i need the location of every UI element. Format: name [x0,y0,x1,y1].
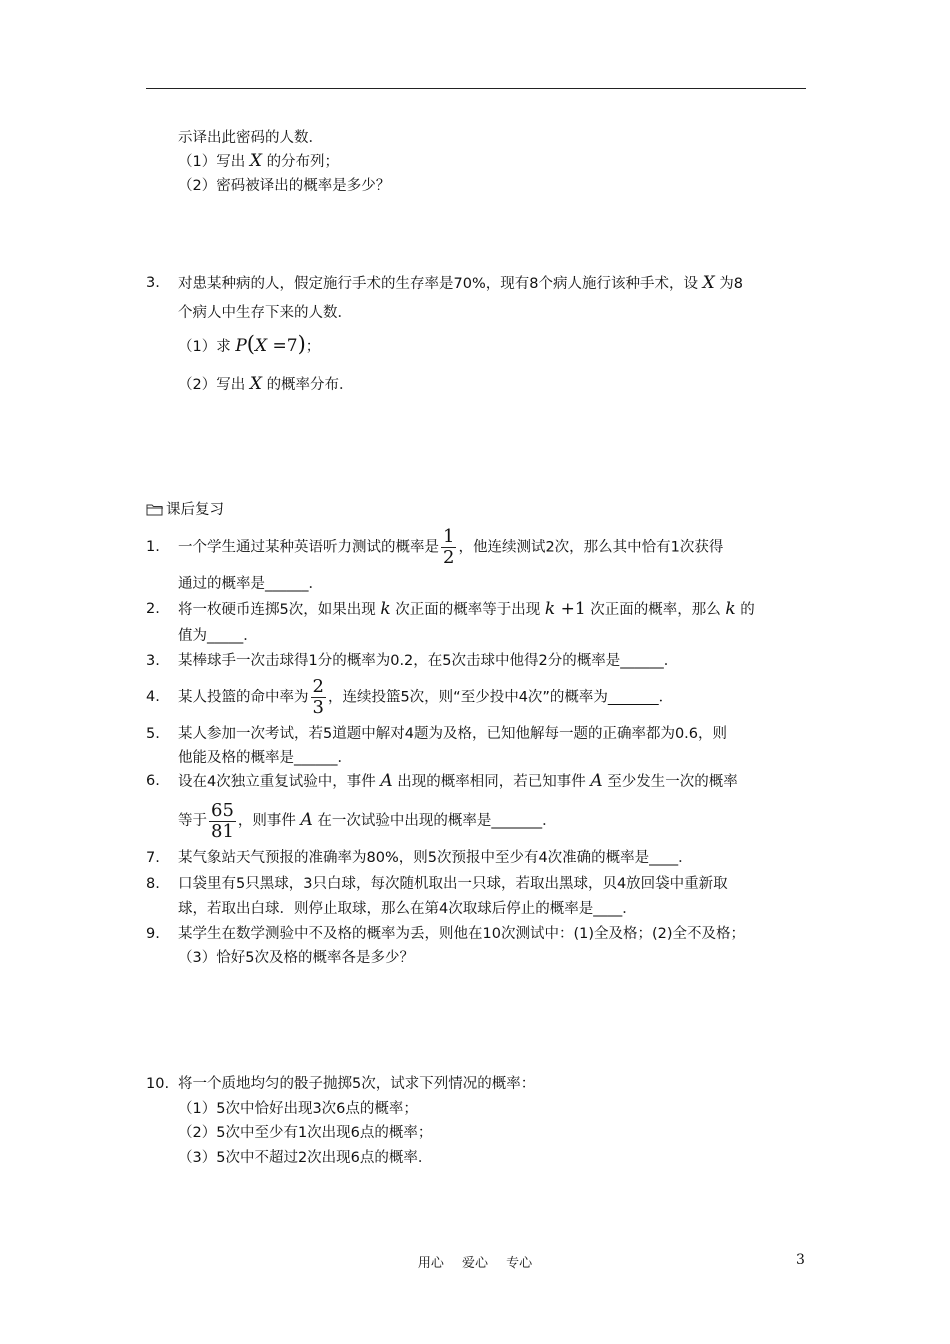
item-text: 球，若取出白球．则停止取球，那么在第4次取球后停止的概率是____． [178,901,637,917]
item-subquestion: （2）5次中至少有1次出现6点的概率； [178,1125,433,1141]
item-text: 通过的概率是______． [178,576,323,592]
item-number: 9. [146,926,160,942]
item-number: 10. [146,1076,170,1092]
item-text: 某棒球手一次击球得1分的概率为0.2，在5次击球中他得2分的概率是______． [178,653,679,669]
problem-number: 3. [146,275,160,291]
page-number: 3 [796,1252,805,1268]
fraction: $\frac{65}{81}$ [211,799,234,842]
continuation-q2: （2）密码被译出的概率是多少？ [178,178,391,194]
item-text: 某气象站天气预报的准确率为80%，则5次预报中至少有4次准确的概率是____． [178,850,693,866]
problem-subquestion: （1）求 P(X =7)； [178,332,321,356]
item-number: 7. [146,850,160,866]
item-number: 6. [146,773,160,789]
problem-text: 个病人中生存下来的人数． [178,305,352,321]
folder-icon [146,503,164,516]
section-heading: 课后复习 [146,500,224,520]
item-text: 将一枚硬币连掷5次，如果出现 k 次正面的概率等于出现 k +1 次正面的概率，那么 k 的 [178,599,755,619]
problem-subquestion: （2）写出 X 的概率分布． [178,374,354,394]
item-text: 他能及格的概率是______． [178,750,352,766]
item-number: 2. [146,601,160,617]
header-rule [146,88,806,89]
continuation-line: 示译出此密码的人数． [178,130,323,146]
item-text: 一个学生通过某种英语听力测试的概率是 $\frac{1}{2}$ ，他连续测试2次，那么其中恰有1次获得 [178,526,724,568]
item-text: 某学生在数学测验中不及格的概率为丢，则他在10次测试中：(1)全及格；(2)全不及格； [178,926,746,942]
item-text: 口袋里有5只黑球，3只白球，每次随机取出一只球，若取出黑球，贝4放回袋中重新取 [178,876,728,892]
item-number: 8. [146,876,160,892]
page-footer: 用心 爱心 专心 [417,1256,533,1271]
item-number: 5. [146,726,160,742]
fraction: $\frac{1}{2}$ [443,526,455,568]
problem-text: 对患某种病的人，假定施行手术的生存率是70%，现有8个病人施行该种手术，设 X 为8 [178,273,744,293]
item-text: 某人参加一次考试，若5道题中解对4题为及格，已知他解每一题的正确率都为0.6，则 [178,726,728,742]
item-number: 4. [146,689,160,705]
item-text: 将一个质地均匀的骰子抛掷5次，试求下列情况的概率： [178,1076,536,1092]
continuation-q1: （1）写出 X 的分布列； [178,151,340,171]
item-number: 3. [146,653,160,669]
item-text: 等于 $\frac{65}{81}$ ，则事件 A 在一次试验中出现的概率是_______． [178,799,557,842]
item-text: 值为_____． [178,628,258,644]
item-text: 某人投篮的命中率为 $\frac{2}{3}$ ，连续投篮5次，则“至少投中4次”的概率为_______． [178,676,674,718]
fraction: $\frac{2}{3}$ [312,676,324,718]
item-subquestion: （1）5次中恰好出现3次6点的概率； [178,1101,418,1117]
item-text: 设在4次独立重复试验中，事件 A 出现的概率相同，若已知事件 A 至少发生一次的概率 [178,771,738,791]
item-text: （3）恰好5次及格的概率各是多少？ [178,950,414,966]
item-number: 1. [146,539,160,555]
item-subquestion: （3）5次中不超过2次出现6点的概率． [178,1150,433,1166]
